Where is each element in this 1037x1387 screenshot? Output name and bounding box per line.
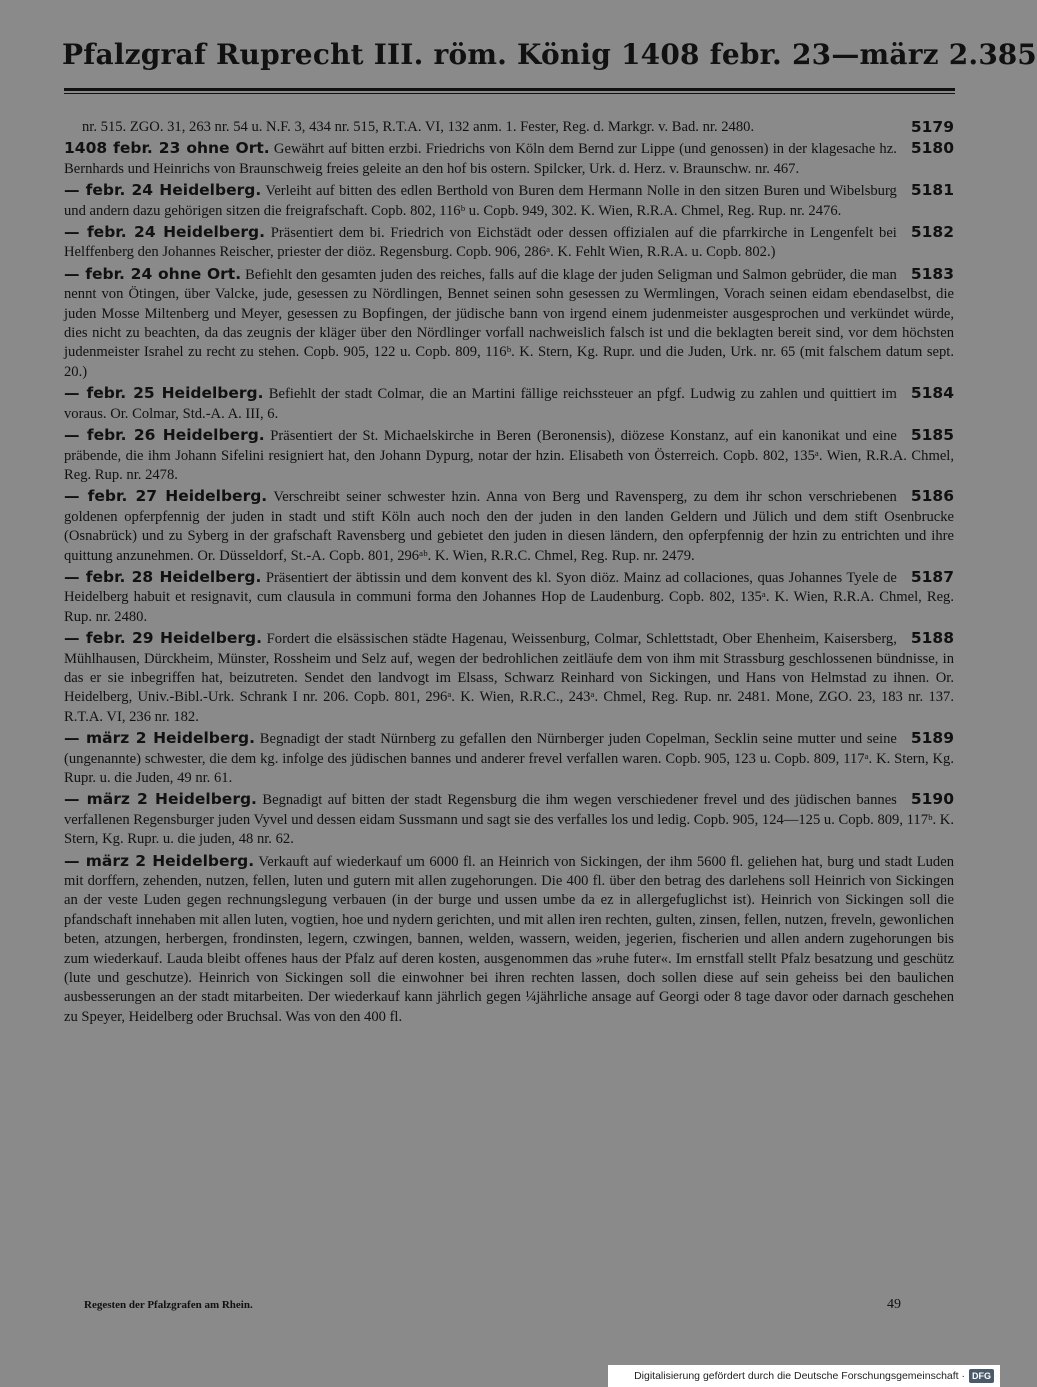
- regest-text: Gewährt auf bitten erzbi. Friedrichs von Köln dem Bernd zur Lippe (und genossen) in der klagesache hz. Bernhards und Heinrichs von Braunschweig freies geleite an den hof bis ostern. Spilcker, Urk. d. Herz. v. Braunschw. nr. 467.: [64, 141, 897, 177]
- regest-text: nr. 515. ZGO. 31, 263 nr. 54 u. N.F. 3, 434 nr. 515, R.T.A. VI, 132 anm. 1. Fester, Reg. d. Markgr. v. Bad. nr. 2480.: [82, 119, 755, 135]
- regest-entry: [64, 568, 954, 627]
- running-title: Pfalzgraf Ruprecht III. röm. König 1408 febr. 23—märz 2.: [62, 38, 979, 71]
- regest-number: 5181: [910, 181, 954, 200]
- regest-number: 5186: [910, 487, 954, 506]
- regest-entry: [64, 790, 954, 849]
- regest-number: 5183: [910, 264, 954, 283]
- regest-date: — febr. 26 Heidelberg.: [64, 426, 265, 445]
- regest-text: Befiehlt den gesamten juden des reiches, falls auf die klage der juden Seligman und Salmon gebrüder, die man nennt von Ötingen, über Valcke, jude, gesessen zu Nördlingen, Bennet seinen sohn gesessen zu Wermlingen, Vorach seinen eidam ebendaselbst, die juden Mosse Miltenberg und Meyer, gesessen zu Bopfingen, der jüdische bann von irgend einem judenmeister ausgesprochen und verkündet würde, dies nicht zu beachten, da das zeugnis der kläger über den Nördlinger vorfall nachweislich falsch ist und die beklagten bereit sind, vor dem höchsten judenmeister Israhel zu recht zu stehen. Copb. 905, 122 u. Copb. 809, 116ᵇ. K. Stern, Kg. Rupr. und die Juden, Urk. nr. 65 (mit falschem datum sept. 20.): [64, 266, 954, 380]
- regest-date: — febr. 24 Heidelberg.: [64, 223, 266, 242]
- regest-entry: [64, 852, 954, 1028]
- regest-text: Präsentiert der St. Michaelskirche in Beren (Beronensis), diözese Konstanz, auf ein kanonikat und eine präbende, die ihm Johann Sifelini resigniert hat, den Johann Dypurg, notar der hzin. Elisabeth von Österreich. Copb. 802, 135ᵃ. Wien, R.R.A. Chmel, Reg. Rup. nr. 2478.: [64, 428, 954, 483]
- regest-entry: [64, 729, 954, 788]
- regest-entry: [64, 223, 954, 263]
- regest-text: Verkauft auf wiederkauf um 6000 fl. an Heinrich von Sickingen, der ihm 5600 fl. geliehen hat, burg und stadt Luden mit dorffern, zehenden, nutzen, fellen, luten und gutern mit allen zugehorungen. Die 400 fl. über den betrag des darlehens soll Heinrich von Sickingen an der veste Luden gegen rechnungslegung verbauen (in der burge und ussen umbe da ez in allergefuglichst ist). Heinrich von Sickingen soll die pfandschaft innehaben mit allen luten, vogtien, hoe und nydern gerichten, und mit allen iren rechten, gulten, zinsen, fellen, nutzen, freveln, gewonlichen beten, atzungen, herbergen, frondinsten, legern, czwingen, bannen, welden, wassern, weiden, jegerien, fischerien und allen andern zugehorungen bis zum wiederkauf. Lauda bleibt offenes haus der Pfalz auf deren kosten, ausgenommen das »ruhe futer«. Im ernstfall stellt Pfalz besatzung und geschütz (lute und geschutze). Heinrich von Sickingen soll die einwohner bei ihren rechten lassen, doch sollen diese auf sein geheiss bei den baulichen ausbesserungen an der stadt mitarbeiten. Der wiederkauf kann jährlich gegen ¼jährliche ansage auf Georgi oder 8 tage davor oder darnach geschehen zu Speyer, Heidelberg oder Bruchsal. Was von den 400 fl.: [64, 853, 955, 1025]
- header-rule-thick: [64, 88, 955, 91]
- regest-date: — märz 2 Heidelberg.: [64, 729, 256, 748]
- regest-entry: [64, 384, 954, 424]
- regest-date: — febr. 25 Heidelberg.: [64, 384, 264, 403]
- regest-date: — febr. 24 Heidelberg.: [64, 181, 262, 200]
- regest-text: Präsentiert dem bi. Friedrich von Eichstädt oder dessen offizialen auf die pfarrkirche in Lengenfelt bei Helffenberg den Johannes Reischer, priester der diöz. Regensburg. Copb. 906, 286ᵃ. K. Fehlt Wien, R.R.A. u. Copb. 802.): [64, 225, 897, 261]
- regest-date: — märz 2 Heidelberg.: [64, 851, 255, 870]
- regest-date: — märz 2 Heidelberg.: [64, 790, 257, 809]
- regest-text: Befiehlt der stadt Colmar, die an Martini fällige reichssteuer an pfgf. Ludwig zu zahlen und quittiert im voraus. Or. Colmar, Std.-A. A. III, 6.: [64, 386, 897, 422]
- footer-signature: 49: [887, 1297, 901, 1312]
- regest-number: 5188: [910, 629, 954, 648]
- dfg-credit-strip: [608, 1365, 1000, 1387]
- regest-text: Präsentiert der äbtissin und dem konvent des kl. Syon diöz. Mainz ad collaciones, quas Johannes Tyele de Heidelberg habuit et resignavit, cum clausula in communi forma den Johannes Hop de Laudenburg. Copb. 802, 135ᵃ. K. Wien, R.R.A. Chmel, Reg. Rup. nr. 2480.: [64, 569, 954, 625]
- regest-date: — febr. 29 Heidelberg.: [64, 629, 262, 648]
- regest-number: 5187: [910, 567, 954, 586]
- regest-number: 5190: [910, 790, 954, 809]
- footer-series-title: Regesten der Pfalzgrafen am Rhein.: [84, 1299, 253, 1311]
- regest-number: 5180: [910, 139, 954, 158]
- regest-number: 5184: [910, 384, 954, 403]
- page-header: [62, 38, 1037, 71]
- regest-text: Begnadigt der stadt Nürnberg zu gefallen den Nürnberger juden Copelman, Secklin seine mutter und seine (ungenannte) schwester, die dem kg. infolge des jüdischen bannes und anderer frevel verfallen waren. Copb. 905, 123 u. Copb. 809, 117ᵃ. K. Stern, Kg. Rupr. u. die Juden, 49 nr. 61.: [64, 731, 954, 786]
- regest-text: Begnadigt auf bitten der stadt Regensburg die ihm wegen verschiedener frevel und des jüdischen bannes verfallenen Regensburger juden Vyvel und dessen eidam Sussmann und sagt sie des verfalles los und ledig. Copb. 905, 124—125 u. Copb. 809, 117ᵇ. K. Stern, Kg. Rupr. u. die juden, 48 nr. 62.: [64, 792, 954, 848]
- regest-entry: [64, 629, 954, 727]
- regest-entry: [64, 139, 954, 179]
- regest-date: — febr. 28 Heidelberg.: [64, 567, 262, 586]
- page-footer: [84, 1297, 901, 1313]
- regesta-list: [64, 118, 954, 1029]
- regest-number: 5179: [910, 118, 954, 136]
- header-rule-thin: [64, 93, 955, 94]
- regest-entry: [64, 265, 954, 382]
- page-number: 385: [978, 38, 1037, 71]
- regest-number: 5182: [910, 223, 954, 242]
- regest-entry: [64, 118, 954, 137]
- regest-number: 5189: [910, 729, 954, 748]
- dfg-logo-icon: DFG: [969, 1369, 994, 1383]
- regest-date: — febr. 27 Heidelberg.: [64, 487, 268, 506]
- regest-number: 5185: [910, 426, 954, 445]
- regest-date: — febr. 24 ohne Ort.: [64, 264, 242, 283]
- regest-text: Verleiht auf bitten des edlen Berthold von Buren dem Hermann Nolle in den sitzen Buren und Wibelsburg und andern dazu gehörigen sitzen die freigrafschaft. Copb. 802, 116ᵇ u. Copb. 949, 302. K. Wien, R.R.A. Chmel, Reg. Rup. nr. 2476.: [64, 183, 897, 219]
- regest-entry: [64, 426, 954, 485]
- regest-text: Fordert die elsässischen städte Hagenau, Weissenburg, Colmar, Schlettstadt, Ober Ehenheim, Kaisersberg, Mühlhausen, Dürckheim, Münster, Rossheim und Selz auf, wegen der bedrohlichen zeitläufe dem von ihm mit Strassburg geschlossenen bündnisse, in das er sie inbegriffen hat, beizutreten. Sendet den landvogt im Elsass, Schwarz Reinhard von Sickingen, und Hans von Helmstad zu ihnen. Or. Heidelberg, Univ.-Bibl.-Urk. Schrank I nr. 206. Copb. 801, 296ᵃ. K. Wien, R.R.C., 243ᵃ. Chmel, Reg. Rup. nr. 2481. Mone, ZGO. 23, 183 nr. 137. R.T.A. VI, 236 nr. 182.: [64, 631, 954, 725]
- regest-entry: [64, 487, 954, 566]
- regest-entry: [64, 181, 954, 221]
- regest-date: 1408 febr. 23 ohne Ort.: [64, 139, 270, 158]
- dfg-credit-text: Digitalisierung gefördert durch die Deutsche Forschungsgemeinschaft ·: [634, 1370, 965, 1382]
- regest-text: Verschreibt seiner schwester hzin. Anna von Berg und Ravensperg, zu dem ihr schon verschriebenen goldenen opferpfennig der juden in stadt und stift Köln auch noch den der juden in den landen Geldern und Jülich und dem stift Osenbrucke (Osnabrück) und zu Syberg in der grafschaft Ravensberg und gebietet den juden in diesen ländern, den opferpfennig der hzin zu entrichten und ihre quittung anzunehmen. Or. Düsseldorf, St.-A. Copb. 801, 296ᵃᵇ. K. Wien, R.R.C. Chmel, Reg. Rup. nr. 2479.: [64, 489, 954, 564]
